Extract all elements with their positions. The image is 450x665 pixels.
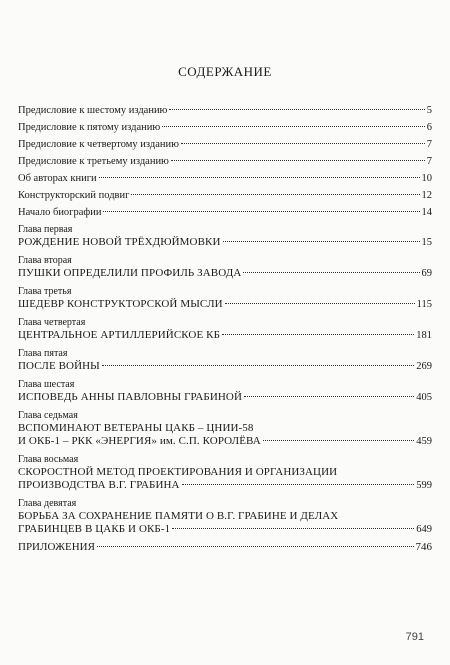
toc-entry-label: Об авторах книги bbox=[18, 173, 97, 184]
chapter-title: ЦЕНТРАЛЬНОЕ АРТИЛЛЕРИЙСКОЕ КБ bbox=[18, 329, 220, 341]
leader-dots bbox=[244, 396, 414, 397]
chapter-entry[interactable] bbox=[18, 378, 432, 404]
toc-entry-label: Предисловие к третьему изданию bbox=[18, 156, 169, 167]
toc-entry-page: 12 bbox=[421, 190, 432, 201]
chapter-entry[interactable] bbox=[18, 347, 432, 373]
toc-entry-label: Предисловие к четвертому изданию bbox=[18, 139, 179, 150]
leader-dots bbox=[243, 272, 419, 273]
toc-entry[interactable] bbox=[18, 104, 432, 117]
toc-entry-label: Предисловие к пятому изданию bbox=[18, 122, 161, 133]
leader-dots bbox=[222, 334, 414, 335]
leader-dots bbox=[225, 303, 415, 304]
toc-entry[interactable] bbox=[18, 155, 432, 168]
chapter-entry[interactable] bbox=[18, 409, 432, 448]
chapter-list bbox=[18, 223, 432, 536]
table-of-contents bbox=[18, 104, 432, 558]
leader-dots bbox=[103, 211, 419, 212]
chapter-label: Глава пятая bbox=[18, 348, 68, 359]
chapter-page: 15 bbox=[421, 237, 432, 248]
chapter-entry[interactable] bbox=[18, 453, 432, 492]
chapter-title: ПУШКИ ОПРЕДЕЛИЛИ ПРОФИЛЬ ЗАВОДА bbox=[18, 267, 242, 279]
leader-dots bbox=[131, 194, 419, 195]
toc-entry[interactable] bbox=[18, 172, 432, 185]
toc-entry-page: 5 bbox=[426, 105, 432, 116]
toc-entry-page: 7 bbox=[426, 156, 432, 167]
page-title: СОДЕРЖАНИЕ bbox=[178, 64, 272, 79]
appendix-page: 746 bbox=[415, 541, 432, 553]
leader-dots bbox=[169, 109, 424, 110]
chapter-title: ШЕДЕВР КОНСТРУКТОРСКОЙ МЫСЛИ bbox=[18, 298, 223, 310]
chapter-title-row bbox=[18, 267, 432, 280]
chapter-label: Глава четвертая bbox=[18, 317, 86, 328]
chapter-title: ИСПОВЕДЬ АННЫ ПАВЛОВНЫ ГРАБИНОЙ bbox=[18, 391, 243, 403]
chapter-page: 69 bbox=[421, 268, 432, 279]
chapter-title: ГРАБИНЦЕВ В ЦАКБ И ОКБ-1 bbox=[18, 523, 171, 535]
toc-entry[interactable] bbox=[18, 206, 432, 219]
chapter-entry[interactable] bbox=[18, 316, 432, 342]
toc-entry-page: 10 bbox=[421, 173, 432, 184]
leader-dots bbox=[162, 126, 425, 127]
chapter-title: ПРОИЗВОДСТВА В.Г. ГРАБИНА bbox=[18, 479, 180, 491]
chapter-page: 599 bbox=[416, 480, 432, 491]
chapter-entry[interactable] bbox=[18, 254, 432, 280]
chapter-title-row bbox=[18, 391, 432, 404]
chapter-label: Глава третья bbox=[18, 286, 72, 297]
toc-entry[interactable] bbox=[18, 121, 432, 134]
page-number: 791 bbox=[405, 631, 424, 643]
leader-dots bbox=[182, 484, 415, 485]
chapter-title-row bbox=[18, 479, 432, 492]
toc-entry-label: Начало биографии bbox=[18, 207, 102, 218]
chapter-title-row bbox=[18, 435, 432, 448]
front-matter-list bbox=[18, 104, 432, 219]
leader-dots bbox=[181, 143, 425, 144]
chapter-entry[interactable] bbox=[18, 285, 432, 311]
chapter-title-row bbox=[18, 236, 432, 249]
chapter-title-row bbox=[18, 329, 432, 342]
toc-entry-label: Предисловие к шестому изданию bbox=[18, 105, 168, 116]
chapter-title: РОЖДЕНИЕ НОВОЙ ТРЁХДЮЙМОВКИ bbox=[18, 236, 221, 248]
chapter-title-row bbox=[18, 360, 432, 373]
chapter-entry[interactable] bbox=[18, 497, 432, 536]
leader-dots bbox=[172, 528, 414, 529]
leader-dots bbox=[171, 160, 425, 161]
toc-entry-page: 6 bbox=[426, 122, 432, 133]
toc-entry-page: 14 bbox=[421, 207, 432, 218]
chapter-title: ПОСЛЕ ВОЙНЫ bbox=[18, 360, 100, 372]
chapter-label: Глава шестая bbox=[18, 379, 75, 390]
chapter-title-line: ВСПОМИНАЮТ ВЕТЕРАНЫ ЦАКБ – ЦНИИ-58 bbox=[18, 422, 254, 434]
chapter-title: И ОКБ-1 – РКК «ЭНЕРГИЯ» им. С.П. КОРОЛЁВА bbox=[18, 435, 261, 447]
leader-dots bbox=[99, 177, 420, 178]
chapter-page: 459 bbox=[416, 436, 432, 447]
chapter-label: Глава седьмая bbox=[18, 410, 78, 421]
toc-entry-label: Конструкторский подвиг bbox=[18, 190, 130, 201]
chapter-title-line: БОРЬБА ЗА СОХРАНЕНИЕ ПАМЯТИ О В.Г. ГРАБИНЕ И ДЕЛАХ bbox=[18, 510, 339, 522]
chapter-page: 269 bbox=[416, 361, 432, 372]
chapter-page: 405 bbox=[416, 392, 432, 403]
appendix-entry[interactable] bbox=[18, 541, 432, 554]
chapter-title-line: СКОРОСТНОЙ МЕТОД ПРОЕКТИРОВАНИЯ И ОРГАНИЗАЦИИ bbox=[18, 466, 338, 478]
chapter-page: 181 bbox=[416, 330, 432, 341]
chapter-title-row bbox=[18, 523, 432, 536]
chapter-label: Глава первая bbox=[18, 224, 73, 235]
leader-dots bbox=[97, 546, 414, 547]
chapter-title-row bbox=[18, 298, 432, 311]
appendix-label: ПРИЛОЖЕНИЯ bbox=[18, 541, 95, 553]
chapter-page: 115 bbox=[416, 299, 432, 310]
leader-dots bbox=[102, 365, 414, 366]
chapter-label: Глава восьмая bbox=[18, 454, 79, 465]
toc-entry[interactable] bbox=[18, 189, 432, 202]
chapter-label: Глава девятая bbox=[18, 498, 77, 509]
chapter-page: 649 bbox=[416, 524, 432, 535]
leader-dots bbox=[223, 241, 420, 242]
leader-dots bbox=[263, 440, 414, 441]
chapter-entry[interactable] bbox=[18, 223, 432, 249]
chapter-label: Глава вторая bbox=[18, 255, 72, 266]
toc-entry[interactable] bbox=[18, 138, 432, 151]
toc-entry-page: 7 bbox=[426, 139, 432, 150]
